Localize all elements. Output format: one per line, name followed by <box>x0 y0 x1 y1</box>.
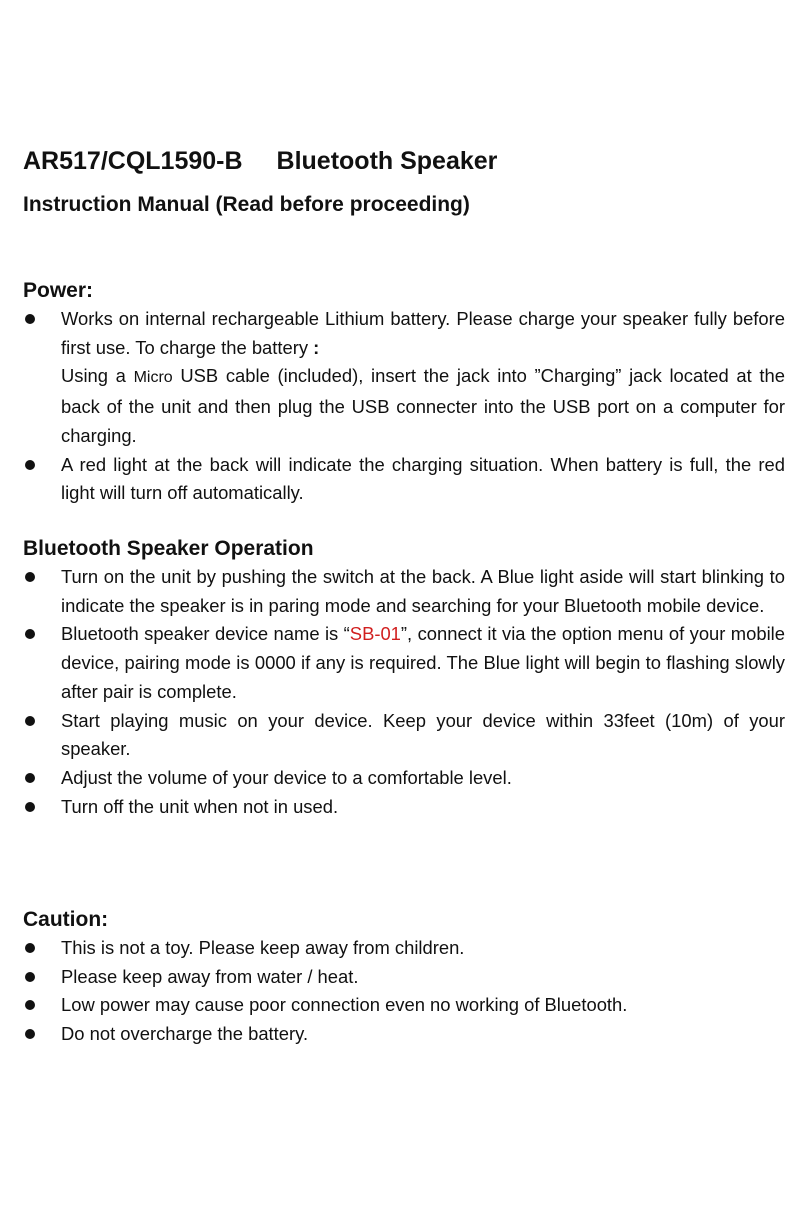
bullet-icon <box>25 1029 35 1039</box>
list-item <box>23 764 785 793</box>
power-bullet-1-text: Works on internal rechargeable Lithium battery. Please charge your speaker fully before first use. To charge the battery <box>61 308 785 358</box>
power-bullet-1-micro: Micro <box>133 369 173 387</box>
bullet-icon <box>25 972 35 982</box>
bullet-icon <box>25 773 35 783</box>
list-item <box>23 1020 785 1049</box>
model-number: AR517/CQL1590-B <box>23 147 243 175</box>
bt-bullet-4-text: Adjust the volume of your device to a comfortable level. <box>61 766 512 788</box>
caution-list <box>23 934 785 1049</box>
document-title <box>23 144 497 178</box>
power-bullet-1-using: Using a <box>61 365 126 387</box>
power-section <box>23 276 785 508</box>
bt-bullet-2-post: ”, connect it via the option menu of your mobile device, pairing mode is 0000 if any is required. The Blue light will begin to flashing slowly after pair is complete. <box>61 623 785 702</box>
caution-bullet-2-text: Please keep away from water / heat. <box>61 965 359 987</box>
bullet-icon <box>25 629 35 639</box>
bt-bullet-5-text: Turn off the unit when not in used. <box>61 795 339 817</box>
product-name: Bluetooth Speaker <box>276 147 498 175</box>
power-bullet-1-colon: : <box>313 336 320 358</box>
caution-section <box>23 905 785 1049</box>
bullet-icon <box>25 460 35 470</box>
list-item <box>23 934 785 963</box>
document-subtitle: Instruction Manual (Read before proceeding) <box>23 193 470 216</box>
bullet-icon <box>25 802 35 812</box>
bullet-icon <box>25 716 35 726</box>
bullet-icon <box>25 314 35 324</box>
list-item <box>23 451 785 508</box>
device-name: SB-01 <box>349 623 401 645</box>
caution-heading: Caution: <box>23 908 109 931</box>
bt-bullet-1-text: Turn on the unit by pushing the switch at the back. A Blue light aside will start blinking to indicate the speaker is in paring mode and searching for your Bluetooth mobile device. <box>61 566 785 616</box>
bullet-icon <box>25 572 35 582</box>
list-item <box>23 620 785 706</box>
power-bullet-2-text: A red light at the back will indicate the charging situation. When battery is full, the red light will turn off automatically. <box>61 453 785 504</box>
bluetooth-operation-section <box>23 534 785 821</box>
bt-bullet-3-text: Start playing music on your device. Keep your device within 33feet (10m) of your speaker. <box>61 709 785 760</box>
power-list <box>23 305 785 508</box>
bt-bullet-2-pre: Bluetooth speaker device name is “ <box>61 623 350 645</box>
caution-bullet-3-text: Low power may cause poor connection even no working of Bluetooth. <box>61 994 628 1016</box>
bullet-icon <box>25 943 35 953</box>
list-item <box>23 963 785 992</box>
list-item <box>23 991 785 1020</box>
power-bullet-1-rest: USB cable (included), insert the jack into ”Charging” jack located at the back of the unit and then plug the USB connecter into the USB port on a computer for charging. <box>61 365 785 446</box>
bullet-icon <box>25 1000 35 1010</box>
bluetooth-operation-list <box>23 563 785 821</box>
list-item <box>23 707 785 764</box>
caution-bullet-4-text: Do not overcharge the battery. <box>61 1023 309 1045</box>
list-item <box>23 793 785 822</box>
bluetooth-operation-heading: Bluetooth Speaker Operation <box>23 537 314 560</box>
power-heading: Power: <box>23 279 94 302</box>
caution-bullet-1-text: This is not a toy. Please keep away from children. <box>61 937 465 958</box>
list-item <box>23 305 785 451</box>
list-item <box>23 563 785 620</box>
